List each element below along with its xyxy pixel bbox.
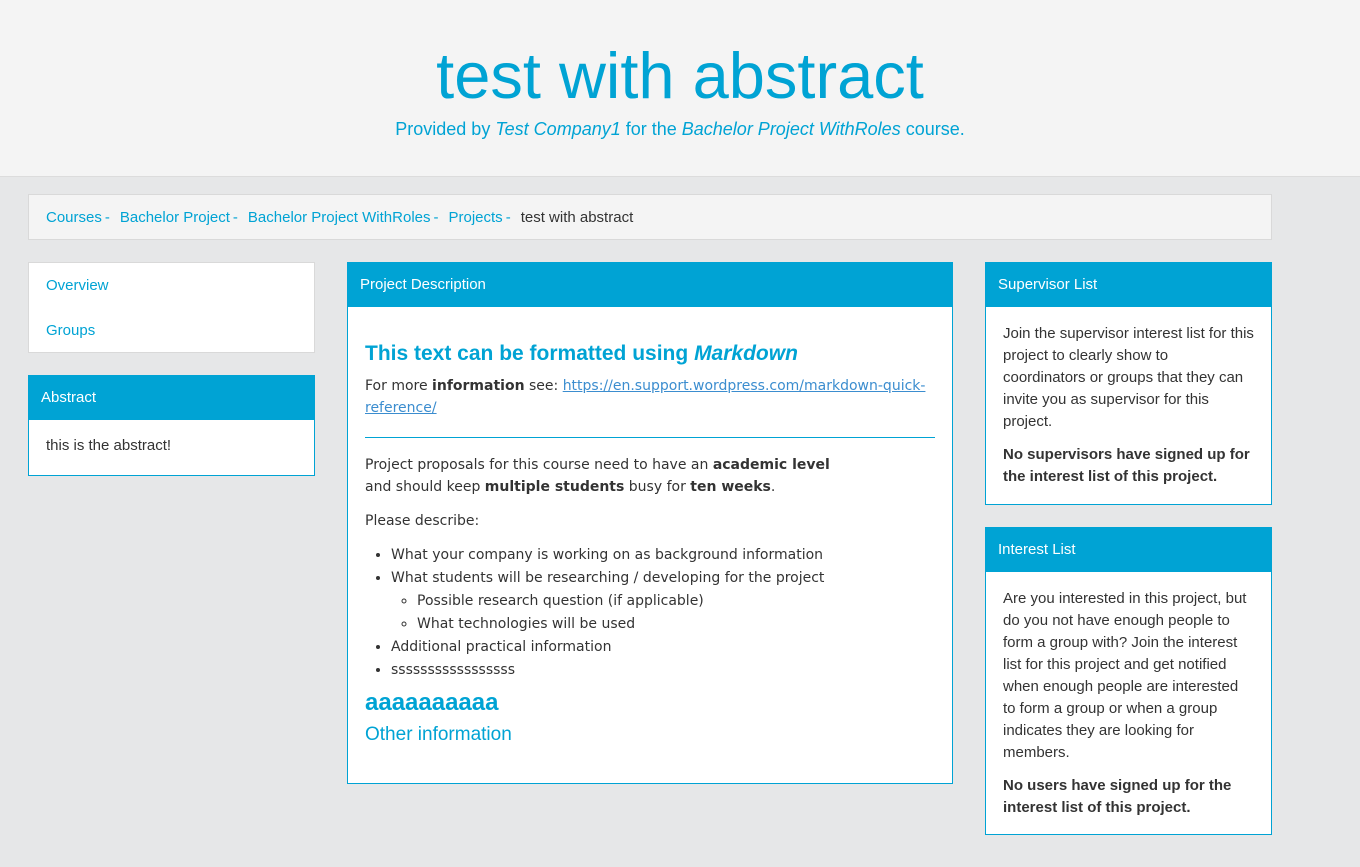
describe-label: Please describe: — [365, 513, 480, 529]
abstract-panel-title: Abstract — [29, 376, 314, 420]
breadcrumb-current: test with abstract — [520, 209, 634, 226]
subtitle-provided-text: Provided by — [395, 119, 496, 139]
markdown-heading — [365, 343, 935, 365]
info-text: For more — [365, 378, 433, 394]
side-nav — [28, 262, 315, 353]
proposal-text: busy for — [624, 479, 691, 495]
proposal-bold-students: multiple students — [484, 479, 625, 495]
interest-list-status-text: No users have signed up for the interest list of this project. — [1003, 777, 1232, 816]
info-text-see: see: — [524, 378, 563, 394]
company-name: Test Company1 — [495, 119, 621, 139]
list-item: ◦ Possible research question (if applicable) — [417, 590, 935, 613]
describe-list — [365, 544, 935, 682]
nav-item-groups[interactable]: Groups — [46, 322, 96, 339]
section-heading: aaaaaaaaaa — [365, 689, 499, 716]
list-item: • Additional practical information — [391, 636, 935, 659]
proposal-bold-weeks: ten weeks — [690, 479, 771, 495]
list-item — [391, 567, 935, 636]
breadcrumb-separator: - — [104, 209, 110, 226]
nav-item-overview[interactable]: Overview — [46, 277, 109, 294]
project-description-panel — [347, 262, 953, 784]
breadcrumb-bachelor-project[interactable]: Bachelor Project — [119, 209, 230, 226]
markdown-heading-emphasis: Markdown — [694, 342, 798, 365]
page-title: test with abstract — [436, 39, 924, 112]
course-name: Bachelor Project WithRoles — [681, 119, 901, 139]
list-item: ◦ What technologies will be used — [417, 613, 935, 636]
proposal-bold-academic: academic level — [712, 457, 830, 473]
proposal-text: . — [770, 479, 776, 495]
page-subtitle — [0, 119, 1360, 140]
list-item-text: What students will be researching / developing for the project — [391, 570, 825, 586]
supervisor-list-text: Join the supervisor interest list for this project to clearly show to coordinators or groups that they can invite you as supervisor for this project. — [1003, 325, 1254, 430]
proposal-text: Project proposals for this course need to have an — [365, 457, 713, 473]
describe-sublist — [391, 590, 935, 636]
list-item: • What your company is working on as background information — [391, 544, 935, 567]
page-header — [0, 0, 1360, 177]
proposal-text: and should keep — [365, 479, 485, 495]
project-description-body — [348, 307, 952, 762]
supervisor-list-body — [986, 307, 1271, 515]
list-item: • sssssssssssssssss — [391, 659, 935, 682]
abstract-panel-body — [29, 420, 314, 473]
divider — [365, 437, 935, 438]
abstract-panel — [28, 375, 315, 476]
supervisor-list-status — [1003, 444, 1254, 488]
other-information-heading: Other information — [365, 724, 512, 745]
breadcrumb-courses[interactable]: Courses — [46, 209, 102, 226]
subtitle-for-text: for the — [620, 119, 682, 139]
project-description-title: Project Description — [348, 263, 952, 307]
interest-list-panel — [985, 527, 1272, 835]
info-bold: information — [432, 378, 525, 394]
interest-list-text: Are you interested in this project, but do you not have enough people to form a group with? Join the interest list for this project and get notified when enough people are interested to form a group or when a group indicates they are looking for members. — [1003, 590, 1247, 761]
breadcrumb-separator: - — [505, 209, 511, 226]
interest-list-body — [986, 572, 1271, 846]
markdown-heading-text: This text can be formatted using — [365, 342, 695, 365]
interest-list-title: Interest List — [986, 528, 1271, 572]
breadcrumb-bachelor-project-withroles[interactable]: Bachelor Project WithRoles — [247, 209, 431, 226]
abstract-text: this is the abstract! — [46, 437, 172, 454]
breadcrumb-separator: - — [232, 209, 238, 226]
supervisor-list-panel — [985, 262, 1272, 505]
subtitle-end-text: course. — [900, 119, 965, 139]
supervisor-list-status-text: No supervisors have signed up for the interest list of this project. — [1003, 446, 1250, 485]
proposal-paragraph — [365, 454, 935, 498]
interest-list-status — [1003, 775, 1254, 819]
breadcrumb-projects[interactable]: Projects — [448, 209, 503, 226]
supervisor-list-title: Supervisor List — [986, 263, 1271, 307]
info-paragraph — [365, 375, 935, 419]
markdown-reference-link[interactable]: https://en.support.wordpress.com/markdown-quick-reference/ — [365, 378, 926, 416]
breadcrumb-separator: - — [433, 209, 439, 226]
breadcrumb — [28, 194, 1272, 240]
